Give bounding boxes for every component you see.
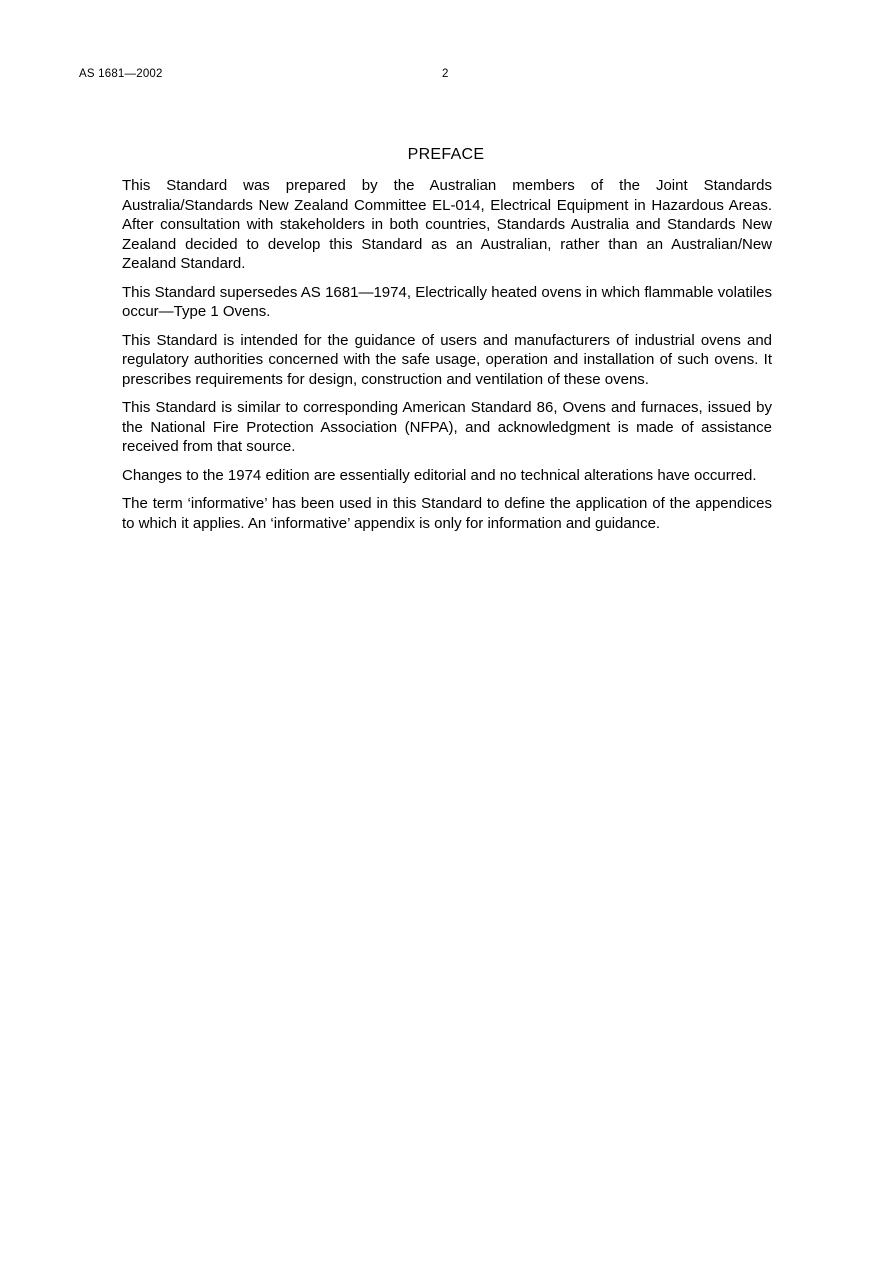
preface-paragraph: This Standard is intended for the guidance of users and manufacturers of industrial ovens and regulatory authorities concerned with the safe usage, operation and installation of such ovens. It prescribes requirements for design, construction and ventilation of these ovens. bbox=[122, 331, 772, 388]
preface-paragraph: This Standard is similar to corresponding American Standard 86, Ovens and furnaces, issued by the National Fire Protection Association (NFPA), and acknowledgment is made of assistance received from that source. bbox=[122, 399, 772, 455]
page-number: 2 bbox=[442, 68, 449, 80]
page-title: PREFACE bbox=[407, 146, 485, 163]
preface-paragraph: The term ‘informative’ has been used in this Standard to define the application of the appendices to which it applies. An ‘informative’ appendix is only for information and guidance. bbox=[122, 495, 772, 532]
preface-paragraph: This Standard was prepared by the Australian members of the Joint Standards Australia/Standards New Zealand Committee EL-014, Electrical Equipment in Hazardous Areas. After consultation with stakeholders in both countries, Standards Australia and Standards New Zealand decided to develop this Standard as an Australian, rather than an Australian/New Zealand Standard. bbox=[122, 177, 772, 272]
preface-paragraph: Changes to the 1974 edition are essentially editorial and no technical alterations have occurred. bbox=[122, 466, 757, 484]
preface-body bbox=[122, 176, 772, 542]
preface-paragraph: This Standard supersedes AS 1681—1974, Electrically heated ovens in which flammable volatiles occur—Type 1 Ovens. bbox=[122, 283, 772, 320]
running-head-designation: AS 1681—2002 bbox=[79, 68, 163, 80]
